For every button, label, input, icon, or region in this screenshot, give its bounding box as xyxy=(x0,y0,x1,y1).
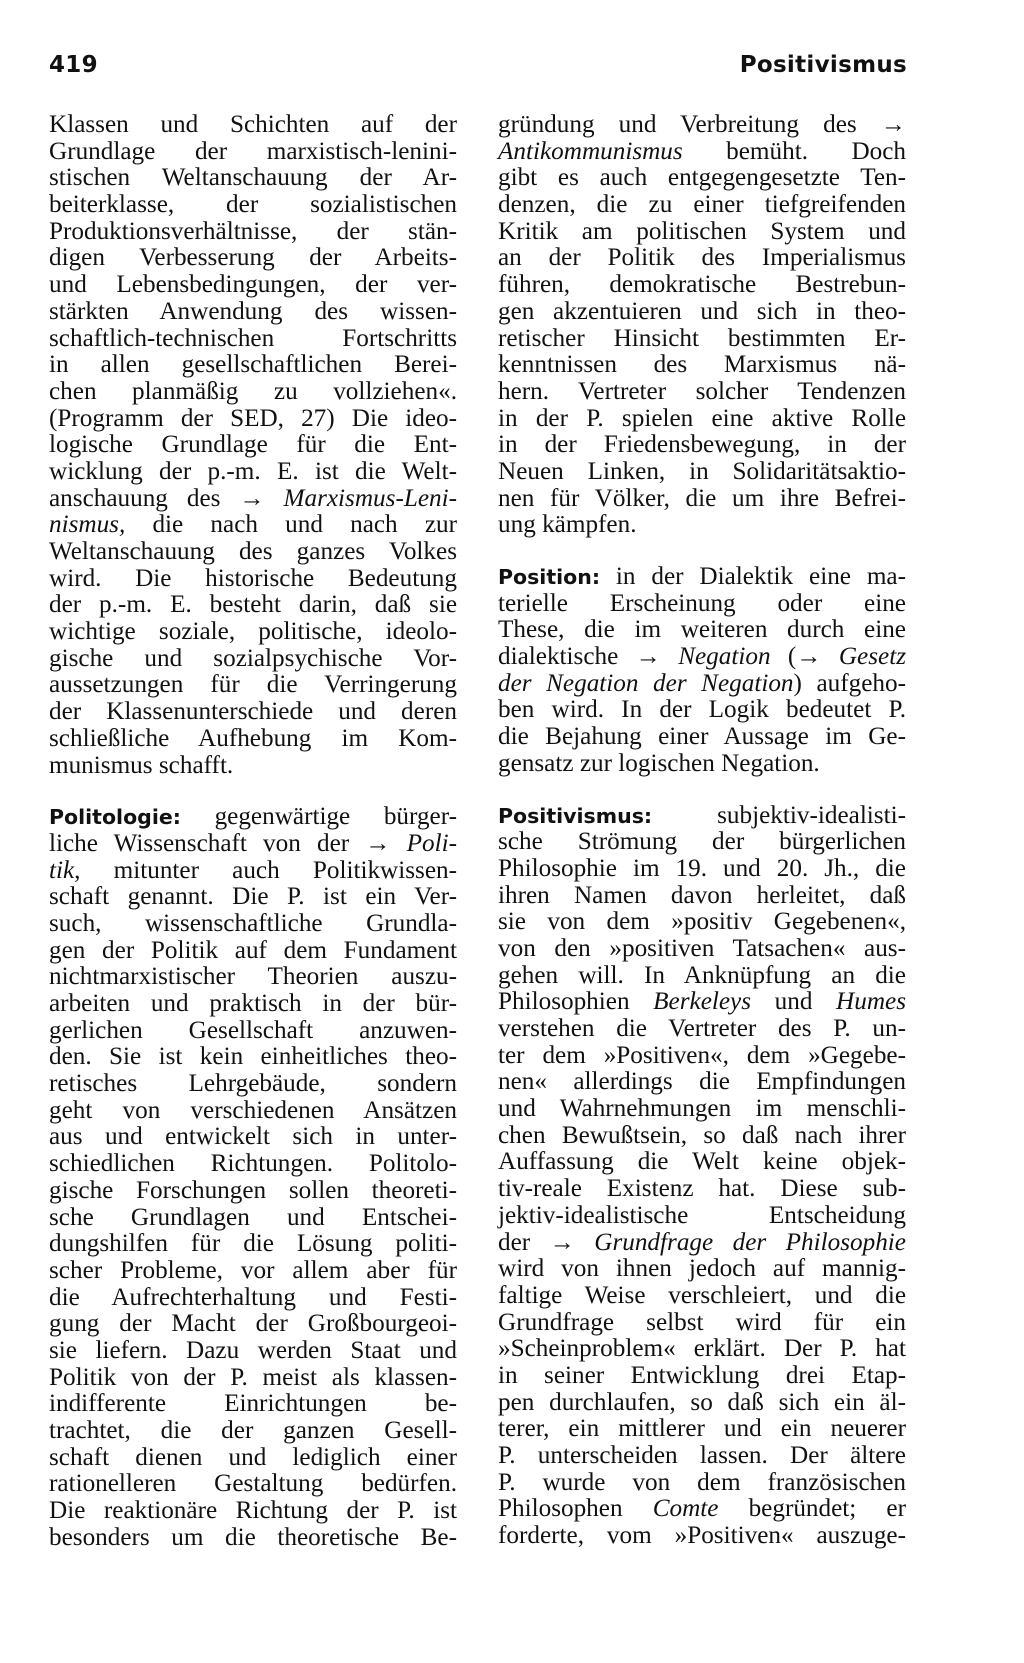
text-line: jektiv-idealistische Entscheidung xyxy=(498,1201,906,1229)
text-line: terielle Erscheinung oder eine xyxy=(498,589,906,617)
text-line: sie von dem »positiv Gegebenen«, xyxy=(498,908,906,936)
text-line xyxy=(498,671,906,698)
text-line: P. unterscheiden lassen. Der ältere xyxy=(498,1442,906,1469)
text-line: ung kämpfen. xyxy=(498,511,637,539)
text-line: wicklung der p.-m. E. ist die Welt- xyxy=(49,457,457,485)
text-line: Auffassung die Welt keine objek- xyxy=(498,1148,906,1176)
text-line: gensatz zur logischen Negation. xyxy=(498,749,820,777)
text-line: in seiner Entwicklung drei Etap- xyxy=(498,1361,906,1389)
text-line: gen der Politik auf dem Fundament xyxy=(49,936,457,964)
text-line: P. wurde von dem französischen xyxy=(498,1468,906,1496)
text-line: rationelleren Gestaltung bedürfen. xyxy=(49,1470,457,1498)
text-line: trachtet, die der ganzen Gesell- xyxy=(49,1417,457,1444)
text-line: der Klassenunterschiede und deren xyxy=(49,698,457,726)
text-fragment: Philosophen xyxy=(498,1495,653,1523)
text-line: gehen will. In Anknüpfung an die xyxy=(498,961,906,989)
text-line: stischen Weltanschauung der Ar- xyxy=(49,164,457,192)
text-line xyxy=(498,989,906,1016)
text-line: Philosophie im 19. und 20. Jh., die xyxy=(498,854,906,882)
text-line: aus und entwickelt sich in unter- xyxy=(49,1123,457,1151)
text-fragment: subjektiv-idealisti- xyxy=(652,801,906,829)
text-line xyxy=(49,512,457,539)
text-line xyxy=(498,1230,906,1257)
cross-reference: Berkeleys xyxy=(653,988,752,1016)
text-line: wichtige soziale, politische, ideolo- xyxy=(49,618,457,646)
text-line: gung der Macht der Großbourgeoi- xyxy=(49,1310,457,1338)
text-line: schaftlich-technischen Fortschritts xyxy=(49,324,457,352)
text-line: die Bejahung einer Aussage im Ge- xyxy=(498,723,906,751)
text-line: schaft dienen und lediglich einer xyxy=(49,1443,457,1471)
text-fragment: liche Wissenschaft von der → xyxy=(49,829,407,857)
text-line xyxy=(498,803,906,830)
page-header xyxy=(49,52,907,92)
cross-reference: Humes xyxy=(836,988,907,1016)
text-line xyxy=(49,831,457,858)
text-line xyxy=(49,858,457,885)
text-line: und Lebensbedingungen, der ver- xyxy=(49,271,457,299)
text-line: der p.-m. E. besteht darin, daß sie xyxy=(49,591,457,619)
text-line: pen durchlaufen, so daß sich ein äl- xyxy=(498,1388,906,1416)
text-line: wird. Die historische Bedeutung xyxy=(49,564,457,592)
text-line: terer, ein mittlerer und ein neuerer xyxy=(498,1415,906,1443)
text-line: retisches Lehrgebäude, sondern xyxy=(49,1070,457,1098)
text-line: besonders um die theoretische Be- xyxy=(49,1523,457,1551)
text-line: führen, demokratische Bestrebun- xyxy=(498,271,906,299)
entry-position xyxy=(498,564,906,778)
text-line xyxy=(49,804,457,831)
text-line: gerlichen Gesellschaft anzuwen- xyxy=(49,1016,457,1044)
text-line: Neuen Linken, in Solidaritätsaktio- xyxy=(498,457,906,485)
text-line: aussetzungen für die Verringerung xyxy=(49,671,457,699)
text-line xyxy=(498,644,906,671)
text-line: dungshilfen für die Lösung politi- xyxy=(49,1230,457,1258)
text-line: chen Bewußtsein, so daß nach ihrer xyxy=(498,1121,906,1149)
text-line: verstehen die Vertreter des P. un- xyxy=(498,1015,906,1042)
text-line: ihren Namen davon herleitet, daß xyxy=(498,881,906,909)
text-line xyxy=(498,564,906,591)
cross-reference: der Negation der Negation xyxy=(498,669,794,697)
running-head: Positivismus xyxy=(739,52,907,78)
text-fragment: anschauung des → xyxy=(49,484,284,512)
text-line: Klassen und Schichten auf der xyxy=(49,111,457,138)
text-line: logische Grundlage für die Ent- xyxy=(49,431,457,459)
text-line: in allen gesellschaftlichen Berei- xyxy=(49,351,457,379)
entry-headword: Positivismus: xyxy=(498,803,653,828)
text-line: chen planmäßig zu vollziehen«. xyxy=(49,377,457,405)
cross-reference: Negation xyxy=(678,643,771,671)
text-line: schließliche Aufhebung im Kom- xyxy=(49,724,457,752)
text-line: schiedlichen Richtungen. Politolo- xyxy=(49,1150,457,1178)
text-line: die Aufrechterhaltung und Festi- xyxy=(49,1283,457,1311)
text-fragment: bemüht. Doch xyxy=(682,137,906,165)
cross-reference: nismus, xyxy=(49,511,126,539)
text-line: schaft genannt. Die P. ist ein Ver- xyxy=(49,883,457,911)
text-line: stärkten Anwendung des wissen- xyxy=(49,297,457,325)
text-line: Grundlage der marxistisch-lenini- xyxy=(49,137,457,165)
cross-reference: Poli- xyxy=(406,829,457,857)
text-fragment: Philosophien xyxy=(498,988,654,1016)
text-fragment: und xyxy=(751,988,837,1016)
cross-reference: Comte xyxy=(652,1495,719,1523)
text-line: (Programm der SED, 27) Die ideo- xyxy=(49,404,457,432)
text-line: Die reaktionäre Richtung der P. ist xyxy=(49,1497,457,1525)
text-line xyxy=(49,486,457,513)
text-line: retischer Hinsicht bestimmten Er- xyxy=(498,324,906,352)
text-fragment: dialektische → xyxy=(498,643,679,671)
text-line: scher Probleme, vor allem aber für xyxy=(49,1256,457,1284)
entry-headword: Position: xyxy=(498,565,601,589)
entry-politologie xyxy=(49,804,457,1551)
text-fragment: in der Dialektik eine ma- xyxy=(600,563,906,590)
text-line: Kritik am politischen System und xyxy=(498,217,906,245)
text-fragment: die nach und nach zur xyxy=(125,511,457,539)
text-line: gen akzentuieren und sich in theo- xyxy=(498,297,906,325)
text-line: ben wird. In der Logik bedeutet P. xyxy=(498,696,906,724)
left-column xyxy=(49,112,457,1551)
text-fragment: (→ xyxy=(770,643,839,671)
text-line: arbeiten und praktisch in der bür- xyxy=(49,990,457,1017)
text-line: indifferente Einrichtungen be- xyxy=(49,1390,457,1418)
text-line: »Scheinproblem« erklärt. Der P. hat xyxy=(498,1335,906,1363)
text-line xyxy=(498,139,906,166)
continuation-paragraph xyxy=(49,112,457,779)
text-line: den. Sie ist kein einheitliches theo- xyxy=(49,1043,457,1071)
page-number: 419 xyxy=(49,52,98,78)
text-line: sche Grundlagen und Entschei- xyxy=(49,1203,457,1231)
text-fragment: ) aufgeho- xyxy=(793,669,906,697)
text-fragment: mitunter auch Politikwissen- xyxy=(80,856,457,884)
text-line: Politik von der P. meist als klassen- xyxy=(49,1363,457,1391)
text-line: von den »positiven Tatsachen« aus- xyxy=(498,934,906,962)
text-line: These, die im weiteren durch eine xyxy=(498,616,906,644)
text-line: beiterklasse, der sozialistischen xyxy=(49,191,457,219)
text-line: ter dem »Positiven«, dem »Gegebe- xyxy=(498,1041,906,1069)
text-line xyxy=(498,1496,906,1523)
text-line: kenntnissen des Marxismus nä- xyxy=(498,351,906,379)
text-fragment: der → xyxy=(498,1228,595,1256)
text-line: in der P. spielen eine aktive Rolle xyxy=(498,404,906,432)
text-line: und Wahrnehmungen im menschli- xyxy=(498,1095,906,1123)
text-line: an der Politik des Imperialismus xyxy=(498,244,906,272)
text-line: gründung und Verbreitung des → xyxy=(498,111,906,138)
text-line: gische und sozialpsychische Vor- xyxy=(49,644,457,672)
text-line: munismus schafft. xyxy=(49,751,234,779)
text-line: Grundfrage selbst wird für ein xyxy=(498,1308,906,1336)
text-line: geht von verschiedenen Ansätzen xyxy=(49,1096,457,1124)
text-line: nen für Völker, die um ihre Befrei- xyxy=(498,484,906,512)
text-line: gische Forschungen sollen theoreti- xyxy=(49,1176,457,1204)
text-line: hern. Vertreter solcher Tendenzen xyxy=(498,377,906,405)
text-fragment: gegenwärtige bürger- xyxy=(180,803,457,831)
text-line: nen« allerdings die Empfindungen xyxy=(498,1068,906,1096)
text-line: gibt es auch entgegengesetzte Ten- xyxy=(498,164,906,192)
text-line: tiv-reale Existenz hat. Diese sub- xyxy=(498,1175,906,1203)
cross-reference: Gesetz xyxy=(838,643,907,671)
entry-positivismus xyxy=(498,803,906,1550)
entry-headword: Politologie: xyxy=(49,805,181,830)
cross-reference: tik, xyxy=(49,856,81,884)
cross-reference: Marxismus-Leni- xyxy=(283,484,457,512)
continuation-paragraph xyxy=(498,112,906,539)
right-column xyxy=(498,112,906,1550)
text-line: in der Friedensbewegung, in der xyxy=(498,431,906,459)
text-fragment: begründet; er xyxy=(718,1495,906,1523)
cross-reference: Grundfrage der Philosophie xyxy=(594,1228,906,1256)
text-line: such, wissenschaftliche Grundla- xyxy=(49,909,457,937)
text-line: denzen, die zu einer tiefgreifenden xyxy=(498,191,906,219)
cross-reference: Antikommunismus xyxy=(498,137,683,165)
text-line: sie liefern. Dazu werden Staat und xyxy=(49,1336,457,1364)
text-line: forderte, vom »Positiven« auszuge- xyxy=(498,1522,906,1550)
text-line: sche Strömung der bürgerlichen xyxy=(498,828,906,856)
text-line: Produktionsverhältnisse, der stän- xyxy=(49,217,457,245)
text-line: nichtmarxistischer Theorien auszu- xyxy=(49,963,457,991)
text-line: faltige Weise verschleiert, und die xyxy=(498,1281,906,1309)
text-line: digen Verbesserung der Arbeits- xyxy=(49,244,457,272)
text-line: wird von ihnen jedoch auf mannig- xyxy=(498,1255,906,1283)
text-line: Weltanschauung des ganzes Volkes xyxy=(49,538,457,565)
